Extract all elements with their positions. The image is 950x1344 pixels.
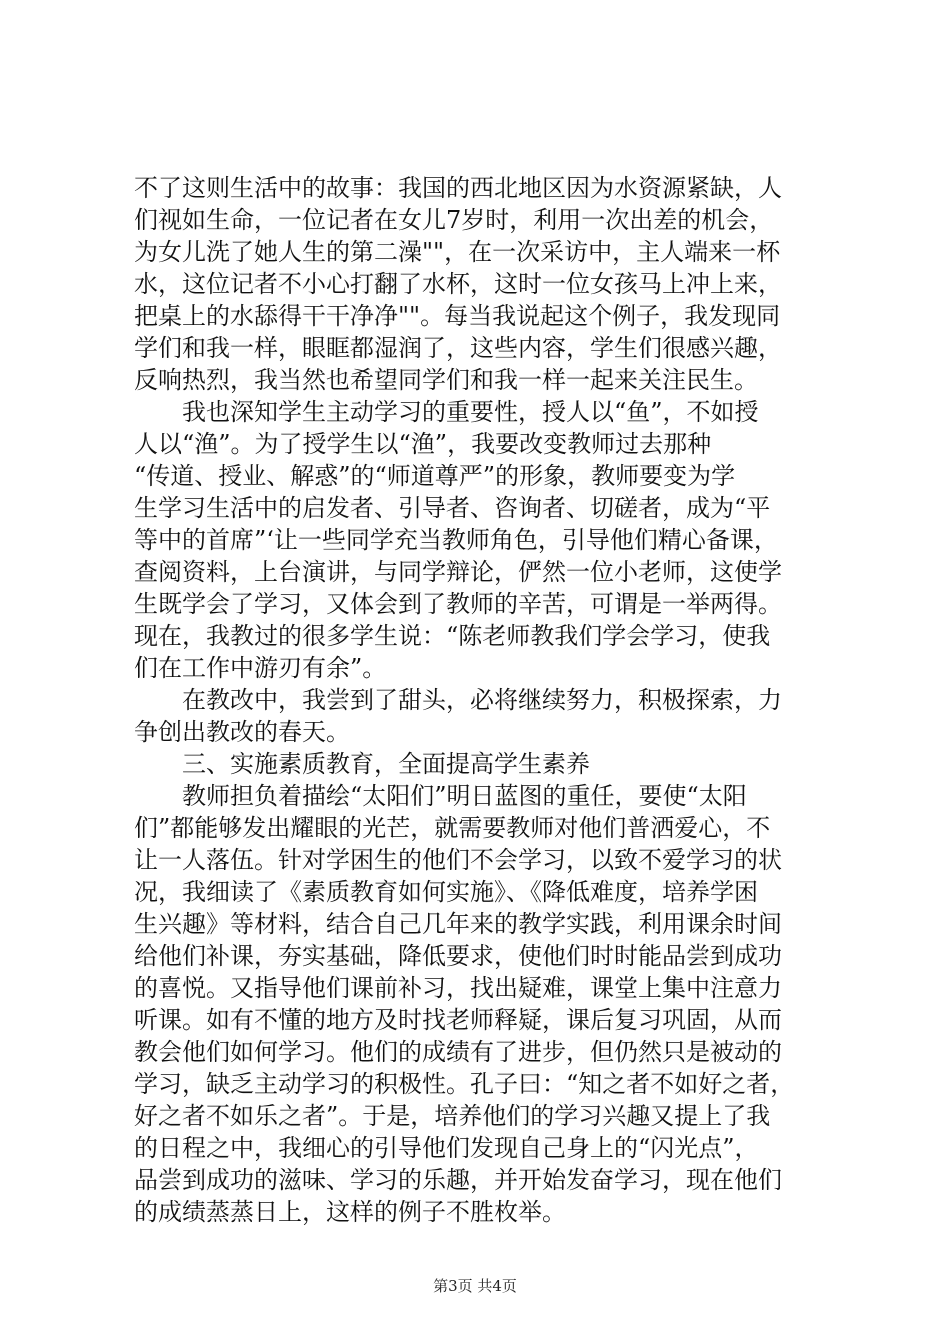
text-line: 反响热烈，我当然也希望同学们和我一样一起来关注民生。: [134, 366, 758, 394]
text-line: 好之者不如乐之者”。于是，培养他们的学习兴趣又提上了我: [134, 1102, 771, 1130]
text-line: 教会他们如何学习。他们的成绩有了进步，但仍然只是被动的: [134, 1038, 782, 1066]
text-line: 在教改中，我尝到了甜头，必将继续努力，积极探索，力: [134, 686, 782, 714]
text-line: 学习，缺乏主动学习的积极性。孔子曰：“知之者不如好之者，: [134, 1070, 795, 1098]
text-line: 争创出教改的春天。: [134, 718, 350, 746]
text-line: 把桌上的水舔得干干净净""。每当我说起这个例子，我发现同: [134, 302, 781, 330]
text-line: 品尝到成功的滋味、学习的乐趣，并开始发奋学习，现在他们: [134, 1166, 782, 1194]
text-line: 教师担负着描绘“太阳们”明日蓝图的重任，要使“太阳: [134, 782, 747, 810]
text-line: 的成绩蒸蒸日上，这样的例子不胜枚举。: [134, 1198, 566, 1226]
text-line: 生学习生活中的启发者、引导者、咨询者、切磋者，成为“平: [134, 494, 771, 522]
text-line: 不了这则生活中的故事：我国的西北地区因为水资源紧缺，人: [134, 174, 782, 202]
text-line: 的日程之中，我细心的引导他们发现自己身上的“闪光点”，: [134, 1134, 759, 1162]
text-line: 们”都能够发出耀眼的光芒，就需要教师对他们普洒爱心，不: [134, 814, 771, 842]
text-line: 三、实施素质教育，全面提高学生素养: [134, 750, 590, 778]
text-line: 水，这位记者不小心打翻了水杯，这时一位女孩马上冲上来，: [134, 270, 782, 298]
body-text: [134, 172, 834, 1228]
text-line: 人以“渔”。为了授学生以“渔”，我要改变教师过去那种: [134, 430, 712, 458]
text-line: 给他们补课，夯实基础，降低要求，使他们时时能品尝到成功: [134, 942, 782, 970]
text-line: 我也深知学生主动学习的重要性，授人以“鱼”，不如授: [134, 398, 759, 426]
text-line: 学们和我一样，眼眶都湿润了，这些内容，学生们很感兴趣，: [134, 334, 782, 362]
text-line: “传道、授业、解惑”的“师道尊严”的形象，教师要变为学: [134, 462, 736, 490]
text-line: 生既学会了学习，又体会到了教师的辛苦，可谓是一举两得。: [134, 590, 782, 618]
text-line: 等中的首席”‘让一些同学充当教师角色，引导他们精心备课，: [134, 526, 778, 554]
text-line: 让一人落伍。针对学困生的他们不会学习，以致不爱学习的状: [134, 846, 782, 874]
text-line: 为女儿洗了她人生的第二澡""，在一次采访中，主人端来一杯: [134, 238, 781, 266]
text-line: 查阅资料，上台演讲，与同学辩论，俨然一位小老师，这使学: [134, 558, 782, 586]
text-line: 们在工作中游刃有余”。: [134, 654, 387, 682]
text-line: 们视如生命，一位记者在女儿7岁时，利用一次出差的机会，: [134, 206, 774, 234]
text-line: 的喜悦。又指导他们课前补习，找出疑难，课堂上集中注意力: [134, 974, 782, 1002]
text-line: 听课。如有不懂的地方及时找老师释疑，课后复习巩固，从而: [134, 1006, 782, 1034]
text-line: 况，我细读了《素质教育如何实施》、《降低难度，培养学困: [134, 878, 758, 906]
page-footer: 第3页 共4页: [433, 1277, 517, 1295]
text-line: 生兴趣》等材料，结合自己几年来的教学实践，利用课余时间: [134, 910, 782, 938]
text-line: 现在，我教过的很多学生说：“陈老师教我们学会学习，使我: [134, 622, 771, 650]
